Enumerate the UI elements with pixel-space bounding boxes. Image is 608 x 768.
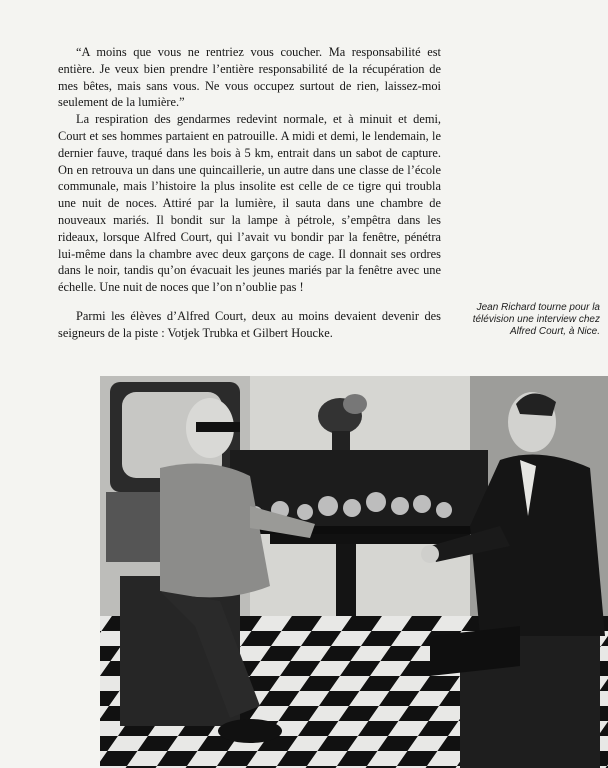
article-body bbox=[58, 44, 441, 342]
interview-photo bbox=[100, 376, 608, 768]
paragraph-quote: “A moins que vous ne rentriez vous coucher. Ma responsabilité est entière. Je veux bien prendre l’entière responsabilité de la récupération de mes bêtes, mais sans vous. Ne vous occupez surtout de rien, laissez-moi seulement de la lumière.” bbox=[58, 45, 441, 110]
paragraph-students: Parmi les élèves d’Alfred Court, deux au moins devaient devenir des seigneurs de la piste : Votjek Trubka et Gilbert Houcke. bbox=[58, 308, 441, 340]
paragraph-story: La respiration des gendarmes redevint normale, et à minuit et demi, Court et ses hommes partaient en patrouille. A midi et demi, le lendemain, le dernier fauve, traqué dans les bois à 5 km, entrait dans un sabot de capture. On en retrouva un dans une quincaillerie, un autre dans une classe de l’école communale, mais l’histoire la plus insolite est celle de ce tigre qui troubla une nuit de noces. Attiré par la lumière, il sauta dans une chambre de nouveaux mariés. Il bondit sur la lampe à pétrole, s’empêtra dans les rideaux, lorsque Alfred Court, qui l’avait vu bondir par la fenêtre, pénétra lui-même dans la chambre avec deux garçons de cage. Il donnait ses ordres dans le noir, tandis qu’on évacuait les jeunes mariés par la fenêtre avec une échelle. Une nuit de noces que l’on n’oublie pas ! bbox=[58, 112, 441, 295]
photo-caption: Jean Richard tourne pour la télévision une interview chez Alfred Court, à Nice. bbox=[472, 302, 600, 337]
interview-photo-illustration bbox=[100, 376, 608, 768]
